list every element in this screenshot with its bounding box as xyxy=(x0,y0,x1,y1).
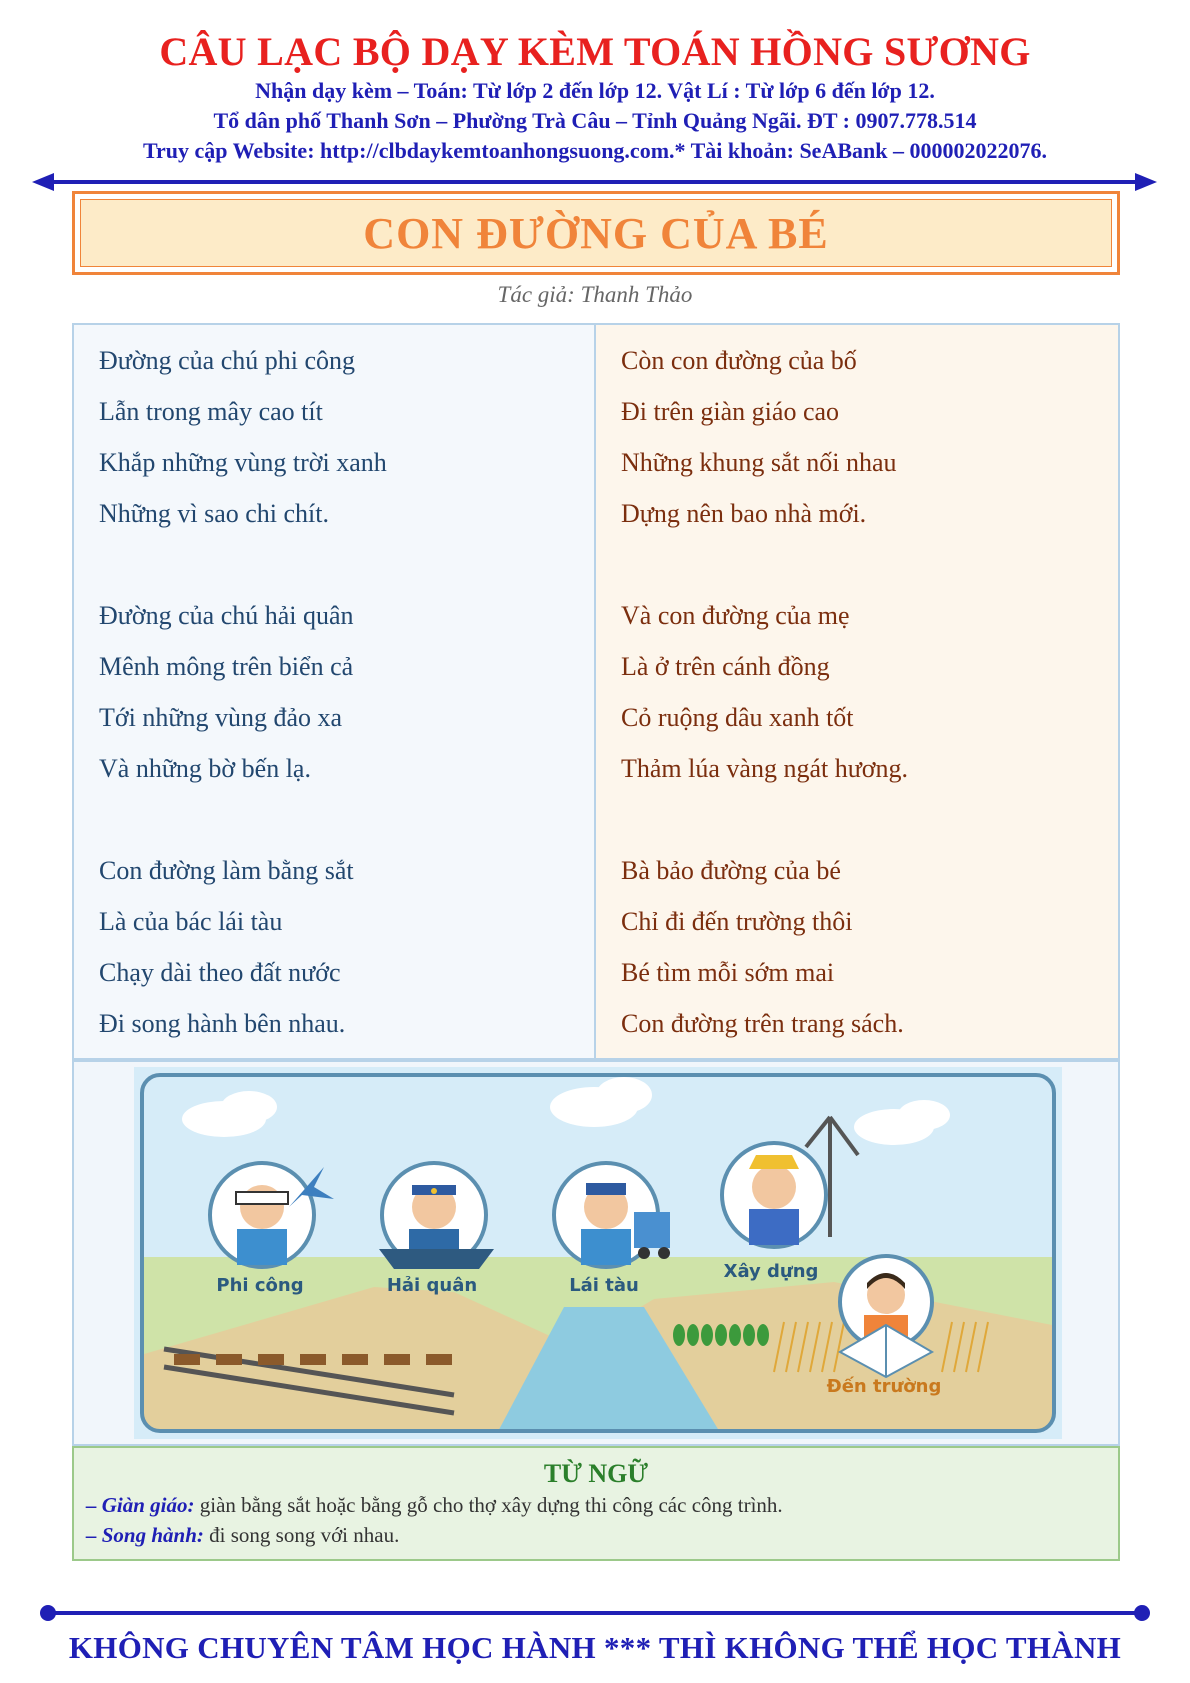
club-services: Nhận dạy kèm – Toán: Từ lớp 2 đến lớp 12. Vật Lí : Từ lớp 6 đến lớp 12. xyxy=(255,78,935,103)
vocabulary-definition: giàn bằng sắt hoặc bằng gỗ cho thợ xây dựng thi công các công trình. xyxy=(194,1493,783,1517)
vocabulary-term: – Song hành: xyxy=(86,1523,204,1547)
poem-line: Những khung sắt nối nhau xyxy=(621,448,897,477)
club-address: Tổ dân phố Thanh Sơn – Phường Trà Câu – Tỉnh Quảng Ngãi. ĐT : 0907.778.514 xyxy=(213,108,977,133)
illustration-panel xyxy=(72,1060,1120,1446)
poem-line: Những vì sao chi chít. xyxy=(99,499,330,528)
poem-line: Và con đường của mẹ xyxy=(621,601,850,630)
poem-line: Bà bảo đường của bé xyxy=(621,856,841,885)
poem-line: Đi song hành bên nhau. xyxy=(99,1009,346,1038)
poem-line: Là ở trên cánh đồng xyxy=(621,652,830,681)
poem-line: Chạy dài theo đất nước xyxy=(99,958,341,987)
club-title: CÂU LẠC BỘ DẠY KÈM TOÁN HỒNG SƯƠNG xyxy=(159,29,1031,74)
poem-line: Lẫn trong mây cao tít xyxy=(99,397,323,426)
vocabulary-title: TỪ NGỮ xyxy=(543,1459,649,1488)
poem-left-column xyxy=(74,325,596,1058)
poem-line: Mênh mông trên biển cả xyxy=(99,652,354,681)
ship-icon xyxy=(379,1249,494,1269)
poem-line: Dựng nên bao nhà mới. xyxy=(621,499,867,528)
poem-body xyxy=(72,323,1120,1060)
stanza-4 xyxy=(621,335,1118,539)
poem-line: Đường của chú hải quân xyxy=(99,601,354,630)
club-website: Truy cập Website: http://clbdaykemtoanhongsuong.com.* Tài khoản: SeABank – 000002022076. xyxy=(143,138,1047,163)
poem-line: Khắp những vùng trời xanh xyxy=(99,448,387,477)
poem-line: Và những bờ bến lạ. xyxy=(99,754,311,783)
poem-title: CON ĐƯỜNG CỦA BÉ xyxy=(363,208,829,258)
vocabulary-box xyxy=(72,1446,1120,1561)
stanza-3 xyxy=(99,845,594,1049)
vocabulary-term: – Giàn giáo: xyxy=(86,1493,195,1517)
vocabulary-definition: đi song song với nhau. xyxy=(203,1523,400,1547)
label-school: Đến trường xyxy=(826,1376,942,1397)
poem-line: Bé tìm mỗi sớm mai xyxy=(621,958,835,987)
poem-line: Là của bác lái tàu xyxy=(99,907,283,936)
train-icon xyxy=(634,1212,670,1248)
stanza-1 xyxy=(99,335,594,539)
stanza-2 xyxy=(99,590,594,794)
label-train-driver: Lái tàu xyxy=(569,1275,639,1296)
poem-line: Thảm lúa vàng ngát hương. xyxy=(621,754,909,783)
label-pilot: Phi công xyxy=(216,1275,304,1296)
poem-right-column xyxy=(596,325,1118,1058)
student-figure xyxy=(840,1256,932,1377)
vocabulary-item xyxy=(74,1520,1118,1550)
poem-line: Đường của chú phi công xyxy=(99,346,356,375)
poem-author: Tác giả: Thanh Thảo xyxy=(497,282,693,307)
stanza-5 xyxy=(621,590,1118,794)
poem-line: Con đường làm bằng sắt xyxy=(99,856,354,885)
poem-line: Tới những vùng đảo xa xyxy=(99,703,343,732)
footer-divider xyxy=(40,1603,1150,1623)
label-navy: Hải quân xyxy=(386,1275,478,1296)
stanza-6 xyxy=(621,845,1118,1049)
label-builder: Xây dựng xyxy=(723,1261,819,1282)
poem-line: Cỏ ruộng dâu xanh tốt xyxy=(621,703,854,732)
poem-title-box xyxy=(72,191,1120,275)
vocabulary-item xyxy=(74,1490,1118,1520)
poem-line: Chỉ đi đến trường thôi xyxy=(621,907,853,936)
club-header xyxy=(0,28,1190,166)
poem-line: Còn con đường của bố xyxy=(621,346,857,375)
roads-illustration xyxy=(134,1067,1062,1439)
footer-motto: KHÔNG CHUYÊN TÂM HỌC HÀNH *** THÌ KHÔNG THỂ HỌC THÀNH xyxy=(68,1630,1122,1665)
poem-line: Đi trên giàn giáo cao xyxy=(621,397,840,426)
poem-line: Con đường trên trang sách. xyxy=(621,1009,904,1038)
helmet-icon xyxy=(749,1155,799,1169)
